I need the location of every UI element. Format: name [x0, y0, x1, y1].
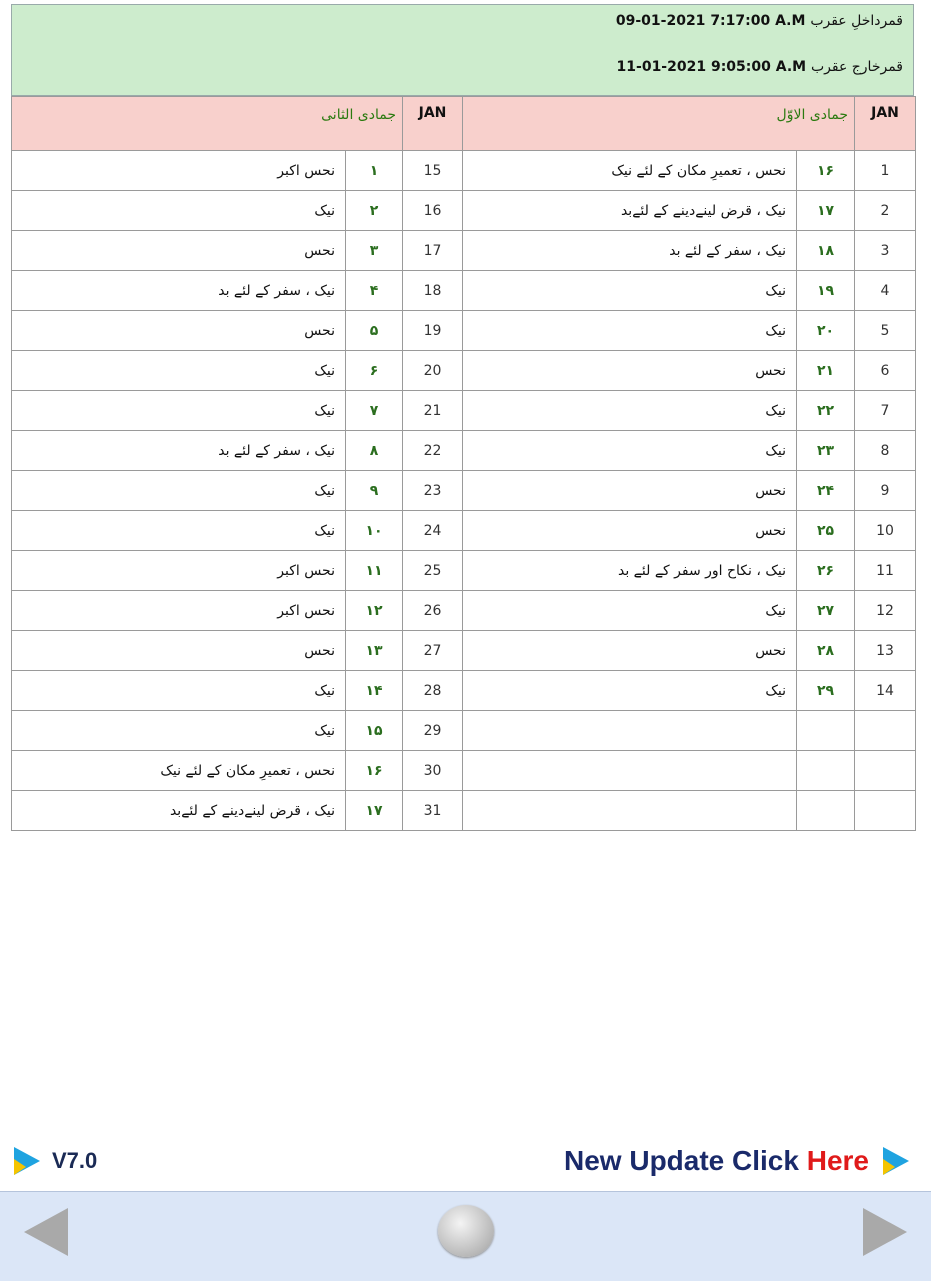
right-row-islamic-date: [797, 791, 855, 831]
left-row-day: 25: [403, 551, 463, 591]
right-row-day: [855, 791, 916, 831]
right-month-label: JAN: [855, 97, 916, 151]
right-row-day: 1: [855, 151, 916, 191]
right-row-islamic-date: ۲۷: [797, 591, 855, 631]
left-row-islamic-date: ۱: [346, 151, 403, 191]
left-row-day: 15: [403, 151, 463, 191]
table-header-row: [12, 97, 916, 151]
left-row-text: نیک: [12, 511, 346, 551]
table-row: [12, 591, 916, 631]
left-row-text: نیک: [12, 471, 346, 511]
right-row-islamic-date: ۱۷: [797, 191, 855, 231]
moon-enter-label: قمرداخلِ عقرب: [810, 13, 903, 29]
table-row: [12, 751, 916, 791]
right-row-text: نیک: [463, 271, 797, 311]
left-row-day: 26: [403, 591, 463, 631]
right-row-text: نیک: [463, 591, 797, 631]
left-row-islamic-date: ۱۰: [346, 511, 403, 551]
right-row-islamic-date: ۱۸: [797, 231, 855, 271]
left-row-day: 29: [403, 711, 463, 751]
calendar-table: [11, 96, 916, 831]
left-row-day: 19: [403, 311, 463, 351]
right-row-islamic-date: ۱۶: [797, 151, 855, 191]
left-row-text: نحس اکبر: [12, 591, 346, 631]
left-row-text: نیک ، سفر کے لئے بد: [12, 431, 346, 471]
right-row-text: نیک ، نکاح اور سفر کے لئے بد: [463, 551, 797, 591]
table-row: [12, 391, 916, 431]
right-row-day: 12: [855, 591, 916, 631]
table-row: [12, 631, 916, 671]
left-row-text: نیک ، سفر کے لئے بد: [12, 271, 346, 311]
update-highlight: Here: [806, 1145, 869, 1176]
right-row-day: 10: [855, 511, 916, 551]
right-row-day: 9: [855, 471, 916, 511]
left-row-text: نیک: [12, 391, 346, 431]
right-row-islamic-date: ۱۹: [797, 271, 855, 311]
play-store-icon[interactable]: [883, 1147, 909, 1175]
right-row-text: نیک ، قرض لینےدینے کے لئےبد: [463, 191, 797, 231]
table-row: [12, 791, 916, 831]
version-text: V7.0: [52, 1148, 98, 1173]
right-row-islamic-date: ۲۱: [797, 351, 855, 391]
right-row-day: 5: [855, 311, 916, 351]
moon-exit-scorpio-line: [617, 59, 903, 75]
play-store-icon: [14, 1147, 40, 1175]
left-row-islamic-date: ۱۲: [346, 591, 403, 631]
left-row-day: 27: [403, 631, 463, 671]
left-row-islamic-date: ۱۷: [346, 791, 403, 831]
table-row: [12, 271, 916, 311]
left-row-text: نحس: [12, 231, 346, 271]
left-row-islamic-date: ۱۵: [346, 711, 403, 751]
right-islamic-month: جمادی الاوّل: [463, 97, 855, 151]
right-row-islamic-date: ۲۰: [797, 311, 855, 351]
left-row-text: نحس اکبر: [12, 151, 346, 191]
right-row-day: 8: [855, 431, 916, 471]
right-row-text: نیک: [463, 671, 797, 711]
left-row-islamic-date: ۵: [346, 311, 403, 351]
right-row-text: نحس ، تعمیرِ مکان کے لئے نیک: [463, 151, 797, 191]
left-row-text: نحس اکبر: [12, 551, 346, 591]
right-row-text: نحس: [463, 351, 797, 391]
left-row-islamic-date: ۱۴: [346, 671, 403, 711]
right-row-day: 14: [855, 671, 916, 711]
right-row-day: 4: [855, 271, 916, 311]
forward-arrow-icon[interactable]: [863, 1208, 907, 1256]
right-row-islamic-date: [797, 711, 855, 751]
left-row-day: 17: [403, 231, 463, 271]
new-update-link[interactable]: [564, 1144, 909, 1178]
left-row-islamic-date: ۱۱: [346, 551, 403, 591]
right-row-text: [463, 711, 797, 751]
table-row: [12, 431, 916, 471]
left-row-islamic-date: ۹: [346, 471, 403, 511]
right-row-text: نیک: [463, 311, 797, 351]
right-row-islamic-date: ۲۳: [797, 431, 855, 471]
update-prefix: New Update Click: [564, 1145, 807, 1176]
table-row: [12, 551, 916, 591]
left-row-text: نیک: [12, 711, 346, 751]
right-row-text: نحس: [463, 631, 797, 671]
left-row-day: 16: [403, 191, 463, 231]
left-row-islamic-date: ۸: [346, 431, 403, 471]
right-row-day: 13: [855, 631, 916, 671]
home-circle-icon[interactable]: [438, 1205, 494, 1257]
table-row: [12, 351, 916, 391]
left-row-islamic-date: ۴: [346, 271, 403, 311]
right-row-islamic-date: ۲۶: [797, 551, 855, 591]
table-row: [12, 671, 916, 711]
table-row: [12, 191, 916, 231]
left-row-islamic-date: ۶: [346, 351, 403, 391]
right-row-day: [855, 751, 916, 791]
right-row-islamic-date: ۲۸: [797, 631, 855, 671]
left-islamic-month: جمادی الثانی: [12, 97, 403, 151]
left-row-text: نیک ، قرض لینےدینے کے لئےبد: [12, 791, 346, 831]
right-row-text: نحس: [463, 511, 797, 551]
right-row-text: [463, 751, 797, 791]
right-row-text: نیک: [463, 391, 797, 431]
right-row-day: [855, 711, 916, 751]
left-row-islamic-date: ۱۶: [346, 751, 403, 791]
table-row: [12, 711, 916, 751]
left-row-day: 21: [403, 391, 463, 431]
left-row-day: 22: [403, 431, 463, 471]
left-row-text: نحس ، تعمیرِ مکان کے لئے نیک: [12, 751, 346, 791]
right-row-text: نحس: [463, 471, 797, 511]
right-row-day: 6: [855, 351, 916, 391]
moon-exit-label: قمرخارج عقرب: [810, 59, 903, 75]
table-row: [12, 151, 916, 191]
left-row-day: 23: [403, 471, 463, 511]
right-row-islamic-date: ۲۹: [797, 671, 855, 711]
left-row-text: نحس: [12, 311, 346, 351]
bottom-nav-bar: [0, 1191, 931, 1281]
right-row-text: نیک: [463, 431, 797, 471]
moon-scorpio-header: [11, 4, 914, 96]
right-row-day: 2: [855, 191, 916, 231]
right-row-islamic-date: ۲۴: [797, 471, 855, 511]
left-row-day: 30: [403, 751, 463, 791]
right-row-day: 11: [855, 551, 916, 591]
left-month-label: JAN: [403, 97, 463, 151]
moon-enter-scorpio-line: [616, 13, 903, 29]
moon-enter-date: 09-01-2021: [615, 13, 706, 29]
left-row-day: 18: [403, 271, 463, 311]
table-row: [12, 471, 916, 511]
right-row-islamic-date: ۲۵: [797, 511, 855, 551]
left-row-day: 31: [403, 791, 463, 831]
right-row-text: [463, 791, 797, 831]
moon-enter-time: 7:17:00 A.M: [710, 13, 806, 29]
moon-exit-date: 11-01-2021: [616, 59, 707, 75]
left-row-day: 28: [403, 671, 463, 711]
right-row-day: 7: [855, 391, 916, 431]
update-text[interactable]: [564, 1145, 869, 1177]
version-indicator: [14, 1146, 97, 1176]
left-row-text: نیک: [12, 671, 346, 711]
left-row-islamic-date: ۳: [346, 231, 403, 271]
right-row-day: 3: [855, 231, 916, 271]
left-row-text: نیک: [12, 351, 346, 391]
left-row-islamic-date: ۷: [346, 391, 403, 431]
right-row-islamic-date: [797, 751, 855, 791]
back-arrow-icon[interactable]: [24, 1208, 68, 1256]
right-row-text: نیک ، سفر کے لئے بد: [463, 231, 797, 271]
right-row-islamic-date: ۲۲: [797, 391, 855, 431]
moon-exit-time: 9:05:00 A.M: [710, 59, 807, 75]
left-row-day: 24: [403, 511, 463, 551]
left-row-text: نحس: [12, 631, 346, 671]
table-row: [12, 311, 916, 351]
table-row: [12, 231, 916, 271]
left-row-text: نیک: [12, 191, 346, 231]
left-row-islamic-date: ۲: [346, 191, 403, 231]
left-row-day: 20: [403, 351, 463, 391]
table-row: [12, 511, 916, 551]
left-row-islamic-date: ۱۳: [346, 631, 403, 671]
